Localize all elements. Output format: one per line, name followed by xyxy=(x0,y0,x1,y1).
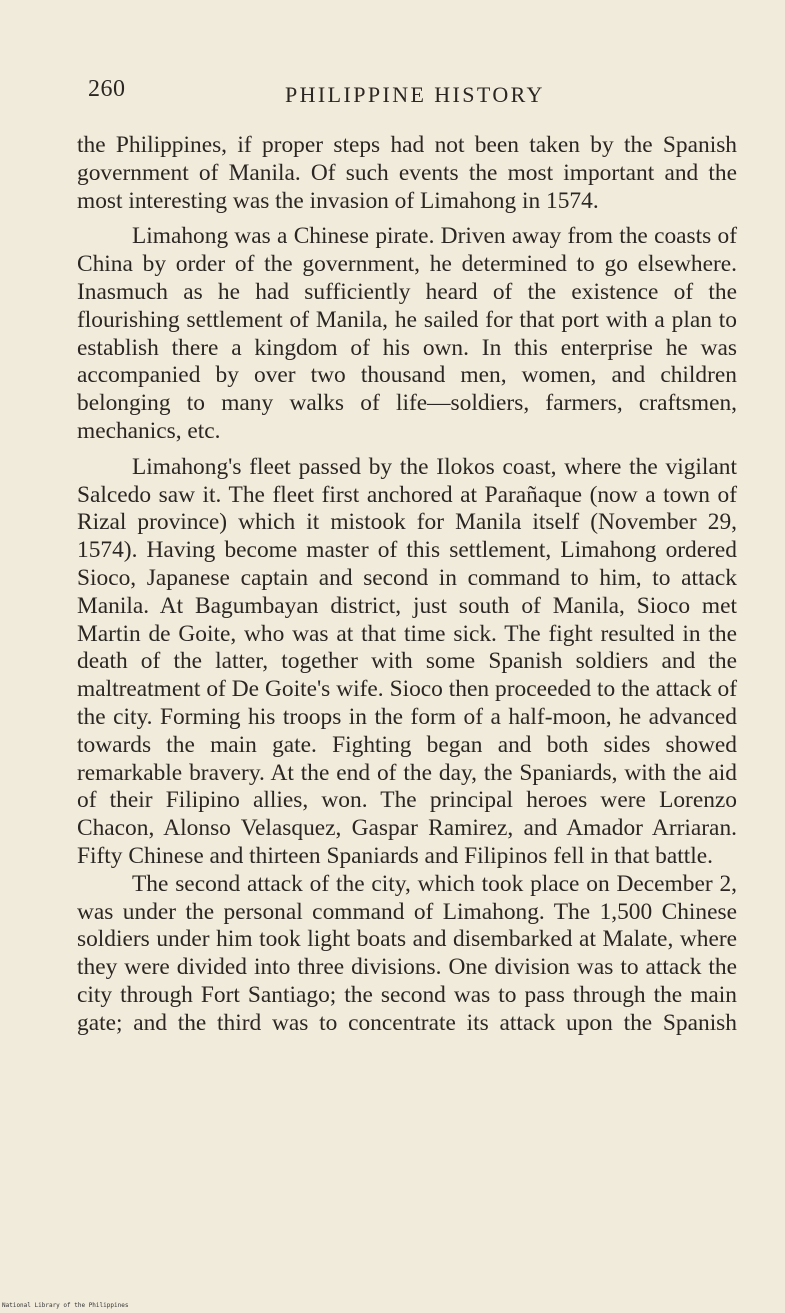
running-head: PHILIPPINE HISTORY xyxy=(285,82,545,107)
page-number: 260 xyxy=(88,76,126,102)
footer-credit: National Library of the Philippines xyxy=(2,1302,129,1309)
paragraph-2: Limahong was a Chinese pirate. Driven away from the coasts of China by order of the government, he determined to go elsewhere. Inasmuch as he had sufficiently heard of the existence of the flourishing settlement of Manila, he sailed for that port with a plan to establish there a kingdom of his own. In this enterprise he was accompanied by over two thousand men, women, and children belonging to many walks of life—soldiers, farmers, craftsmen, mechanics, etc. xyxy=(77,223,737,444)
paragraph-1: the Philippines, if proper steps had not been taken by the Spanish government of Manila. Of such events the most important and the most interesting was the invasion of Limahong in 1574. xyxy=(77,132,737,214)
paragraph-3: Limahong's fleet passed by the Ilokos coast, where the vigilant Salcedo saw it. The fleet first anchored at Parañaque (now a town of Rizal province) which it mistook for Manila itself (November 29, 1574). Having become master of this settlement, Limahong ordered Sioco, Japanese captain and second in command to him, to attack Manila. At Bagumbayan district, just south of Manila, Sioco met Martin de Goite, who was at that time sick. The fight resulted in the death of the latter, together with some Spanish soldiers and the maltreatment of De Goite's wife. Sioco then proceeded to the attack of the city. Forming his troops in the form of a half-moon, he advanced towards the main gate. Fighting began and both sides showed remarkable bravery. At the end of the day, the Spaniards, with the aid of their Filipino allies, won. The principal heroes were Lorenzo Chacon, Alonso Velasquez, Gaspar Ramirez, and Amador Arriaran. Fifty Chinese and thirteen Spaniards and Filipinos fell in that battle. xyxy=(77,453,737,869)
paragraph-4: The second attack of the city, which took place on December 2, was under the personal command of Limahong. The 1,500 Chinese soldiers under him took light boats and disembarked at Malate, where they were divided into three divisions. One division was to attack the city through Fort Santiago; the second was to pass through the main gate; and the third was to concentrate its attack upon the Spanish xyxy=(77,870,737,1036)
body-text xyxy=(77,132,737,1038)
